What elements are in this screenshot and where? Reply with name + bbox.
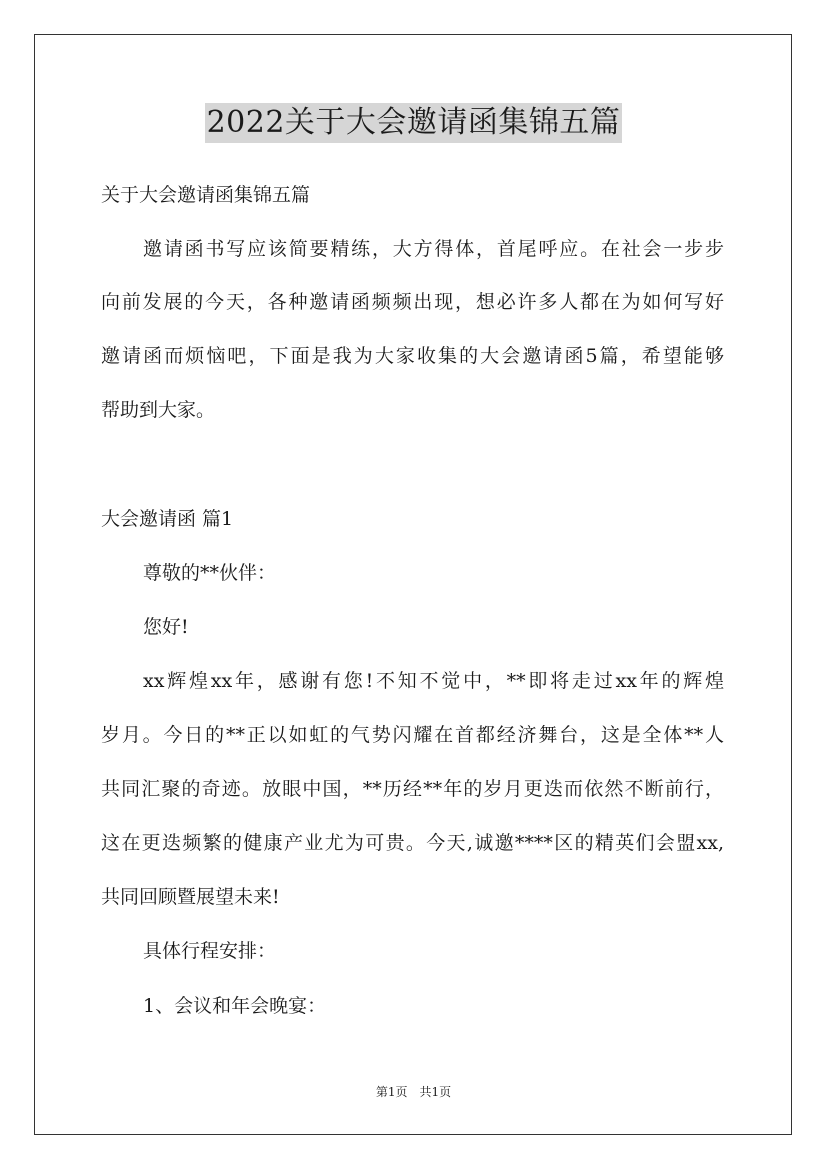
intro-line-2: 向前发展的今天，各种邀请函频频出现，想必许多人都在为如何写好 xyxy=(101,291,724,313)
document-title-text: 2022关于大会邀请函集锦五篇 xyxy=(205,103,623,143)
body-line-4: 这在更迭频繁的健康产业尤为可贵。今天,诚邀****区的精英们会盟xx, xyxy=(101,832,724,854)
salutation: 尊敬的**伙伴： xyxy=(143,562,277,584)
body-line-2: 岁月。今日的**正以如虹的气势闪耀在首都经济舞台，这是全体**人 xyxy=(101,724,724,746)
greeting: 您好! xyxy=(143,616,189,638)
schedule-heading: 具体行程安排： xyxy=(143,940,277,962)
intro-line-4: 帮助到大家。 xyxy=(101,399,216,421)
section-heading: 大会邀请函 篇1 xyxy=(101,508,234,530)
body-line-3: 共同汇聚的奇迹。放眼中国，**历经**年的岁月更迭而依然不断前行， xyxy=(101,778,724,800)
body-line-1: xx辉煌xx年，感谢有您!不知不觉中，**即将走过xx年的辉煌 xyxy=(143,670,724,692)
intro-line-3: 邀请函而烦恼吧，下面是我为大家收集的大会邀请函5篇，希望能够 xyxy=(101,345,724,367)
body-line-5: 共同回顾暨展望未来! xyxy=(101,886,280,908)
intro-line-1: 邀请函书写应该简要精练，大方得体，首尾呼应。在社会一步步 xyxy=(143,238,724,260)
document-title xyxy=(0,102,827,143)
schedule-item-1: 1、会议和年会晚宴： xyxy=(143,995,327,1017)
page-number-footer: 第1页 共1页 xyxy=(375,1085,452,1099)
document-subtitle: 关于大会邀请函集锦五篇 xyxy=(101,184,311,206)
